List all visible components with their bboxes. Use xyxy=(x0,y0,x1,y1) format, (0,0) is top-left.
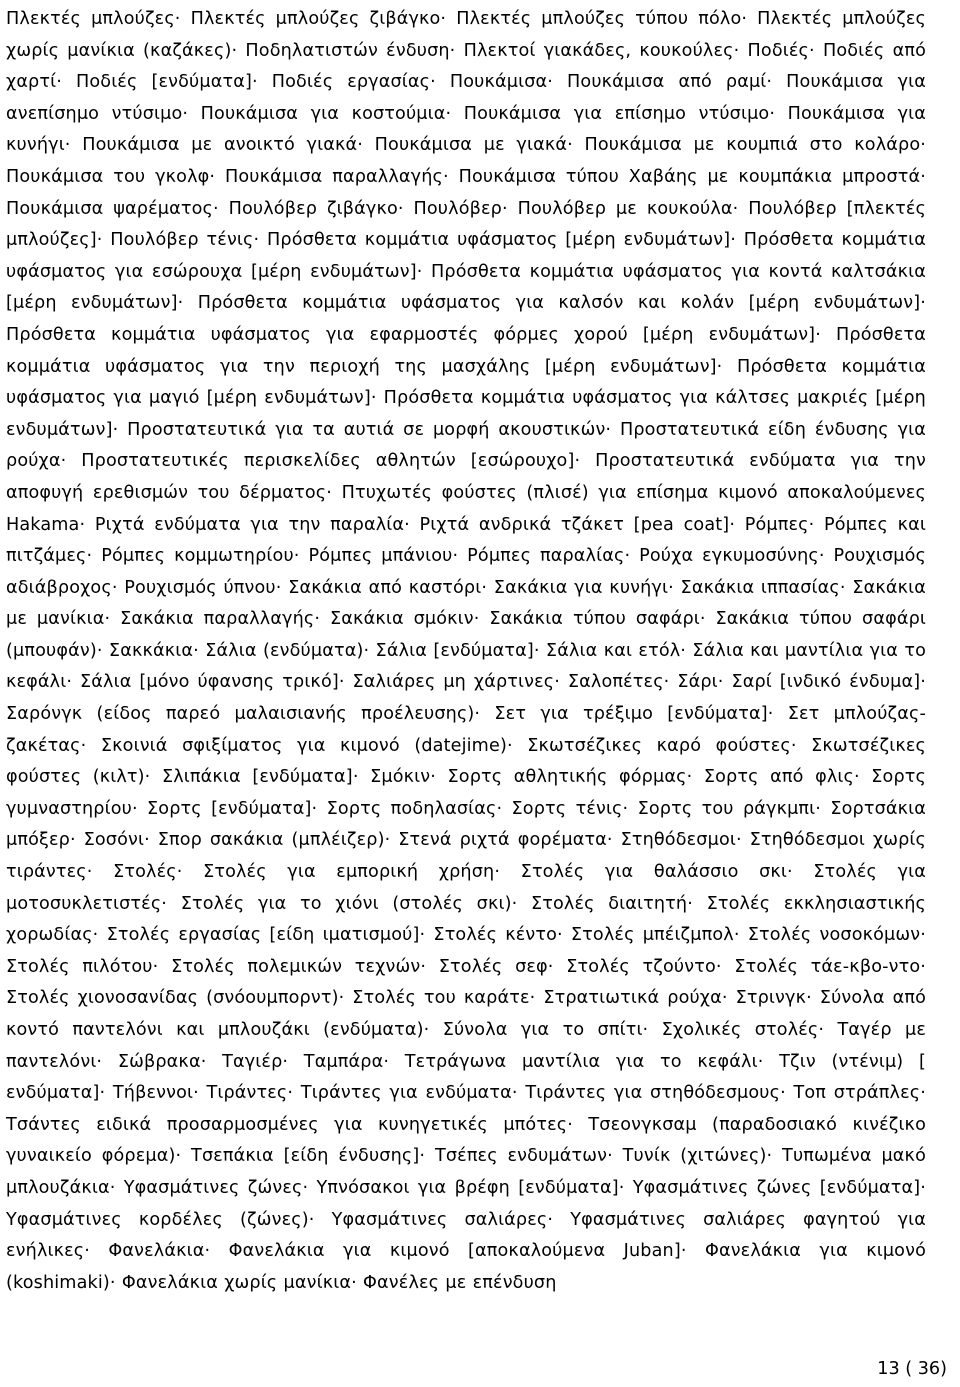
body-text: Πλεκτές μπλούζες· Πλεκτές μπλούζες ζιβάγκο· Πλεκτές μπλούζες τύπου πόλο· Πλεκτές μπλούζες χωρίς μανίκια (καζάκες)· Ποδηλατιστών ένδυση· Πλεκτοί γιακάδες, κουκούλες· Ποδιές· Ποδιές από χαρτί· Ποδιές [ενδύματα]· Ποδιές εργασίας· Πουκάμισα· Πουκάμισα από ραμί· Πουκάμισα για ανεπίσημο ντύσιμο· Πουκάμισα για κοστούμια· Πουκάμισα για επίσημο ντύσιμο· Πουκάμισα για κυνήγι· Πουκάμισα με ανοικτό γιακά· Πουκάμισα με γιακά· Πουκάμισα με κουμπιά στο κολάρο· Πουκάμισα του γκολφ· Πουκάμισα παραλλαγής· Πουκάμισα τύπου Χαβάης με κουμπάκια μπροστά· Πουκάμισα ψαρέματος· Πουλόβερ ζιβάγκο· Πουλόβερ· Πουλόβερ με κουκούλα· Πουλόβερ [πλεκτές μπλούζες]· Πουλόβερ τένις· Πρόσθετα κομμάτια υφάσματος [μέρη ενδυμάτων]· Πρόσθετα κομμάτια υφάσματος για εσώρουχα [μέρη ενδυμάτων]· Πρόσθετα κομμάτια υφάσματος για κοντά καλτσάκια [μέρη ενδυμάτων]· Πρόσθετα κομμάτια υφάσματος για καλσόν και κολάν [μέρη ενδυμάτων]· Πρόσθετα κομμάτια υφάσματος για εφαρμοστές φόρμες χορού [μέρη ενδυμάτων]· Πρόσθετα κομμάτια υφάσματος για την περιοχή της μασχάλης [μέρη ενδυμάτων]· Πρόσθετα κομμάτια υφάσματος για μαγιό [μέρη ενδυμάτων]· Πρόσθετα κομμάτια υφάσματος για κάλτσες μακριές [μέρη ενδυμάτων]· Προστατευτικά για τα αυτιά σε μορφή ακουστικών· Προστατευτικά είδη ένδυσης για ρούχα· Προστατευτικές περισκελίδες αθλητών [εσώρουχο]· Προστατευτικά ενδύματα για την αποφυγή ερεθισμών του δέρματος· Πτυχωτές φούστες (πλισέ) για επίσημα κιμονό αποκαλούμενες Hakama· Ριχτά ενδύματα για την παραλία· Ριχτά ανδρικά τζάκετ [pea coat]· Ρόμπες· Ρόμπες και πιτζάμες· Ρόμπες κομμωτηρίου· Ρόμπες μπάνιου· Ρόμπες παραλίας· Ρούχα εγκυμοσύνης· Ρουχισμός αδιάβροχος· Ρουχισμός ύπνου· Σακάκια από καστόρι· Σακάκια για κυνήγι· Σακάκια ιππασίας· Σακάκια με μανίκια· Σακάκια παραλλαγής· Σακάκια σμόκιν· Σακάκια τύπου σαφάρι· Σακάκια τύπου σαφάρι (μπουφάν)· Σακκάκια· Σάλια (ενδύματα)· Σάλια [ενδύματα]· Σάλια και ετόλ· Σάλια και μαντίλια για το κεφάλι· Σάλια [μόνο ύφανσης τρικό]· Σαλιάρες μη χάρτινες· Σαλοπέτες· Σάρι· Σαρί [ινδικό ένδυμα]· Σαρόνγκ (είδος παρεό μαλαισιανής προέλευσης)· Σετ για τρέξιμο [ενδύματα]· Σετ μπλούζας-ζακέτας· Σκοινιά σφιξίματος για κιμονό (datejime)· Σκωτσέζικες καρό φούστες· Σκωτσέζικες φούστες (κιλτ)· Σλιπάκια [ενδύματα]· Σμόκιν· Σορτς αθλητικής φόρμας· Σορτς από φλις· Σορτς γυμναστηρίου· Σορτς [ενδύματα]· Σορτς ποδηλασίας· Σορτς τένις· Σορτς του ράγκμπι· Σορτσάκια μπόξερ· Σοσόνι· Σπορ σακάκια (μπλέιζερ)· Στενά ριχτά φορέματα· Στηθόδεσμοι· Στηθόδεσμοι χωρίς τιράντες· Στολές· Στολές για εμπορική χρήση· Στολές για θαλάσσιο σκι· Στολές για μοτοσυκλετιστές· Στολές για το χιόνι (στολές σκι)· Στολές διαιτητή· Στολές εκκλησιαστικής χορωδίας· Στολές εργασίας [είδη ιματισμού]· Στολές κέντο· Στολές μπέιζμπολ· Στολές νοσοκόμων· Στολές πιλότου· Στολές πολεμικών τεχνών· Στολές σεφ· Στολές τζούντο· Στολές τάε-κβο-ντο· Στολές χιονοσανίδας (σνόουμπορντ)· Στολές του καράτε· Στρατιωτικά ρούχα· Στρινγκ· Σύνολα από κοντό παντελόνι και μπλουζάκι (ενδύματα)· Σύνολα για το σπίτι· Σχολικές στολές· Ταγέρ με παντελόνι· Σώβρακα· Ταγιέρ· Ταμπάρα· Τετράγωνα μαντίλια για το κεφάλι· Τζιν (ντένιμ) [ ενδύματα]· Τήβεννοι· Τιράντες· Τιράντες για ενδύματα· Τιράντες για στηθόδεσμους· Τοπ στράπλες· Τσάντες ειδικά προσαρμοσμένες για κυνηγετικές μπότες· Τσεονγκσαμ (παραδοσιακό κινέζικο γυναικείο φόρεμα)· Τσεπάκια [είδη ένδυσης]· Τσέπες ενδυμάτων· Τυνίκ (χιτώνες)· Τυπωμένα μακό μπλουζάκια· Υφασμάτινες ζώνες· Υπνόσακοι για βρέφη [ενδύματα]· Υφασμάτινες ζώνες [ενδύματα]· Υφασμάτινες κορδέλες (ζώνες)· Υφασμάτινες σαλιάρες· Υφασμάτινες σαλιάρες φαγητού για ενήλικες· Φανελάκια· Φανελάκια για κιμονό [αποκαλούμενα Juban]· Φανελάκια για κιμονό (koshimaki)· Φανελάκια χωρίς μανίκια· Φανέλες με επένδυση xyxy=(6,9,926,1293)
page-number: 13 ( 36) xyxy=(877,1359,947,1379)
